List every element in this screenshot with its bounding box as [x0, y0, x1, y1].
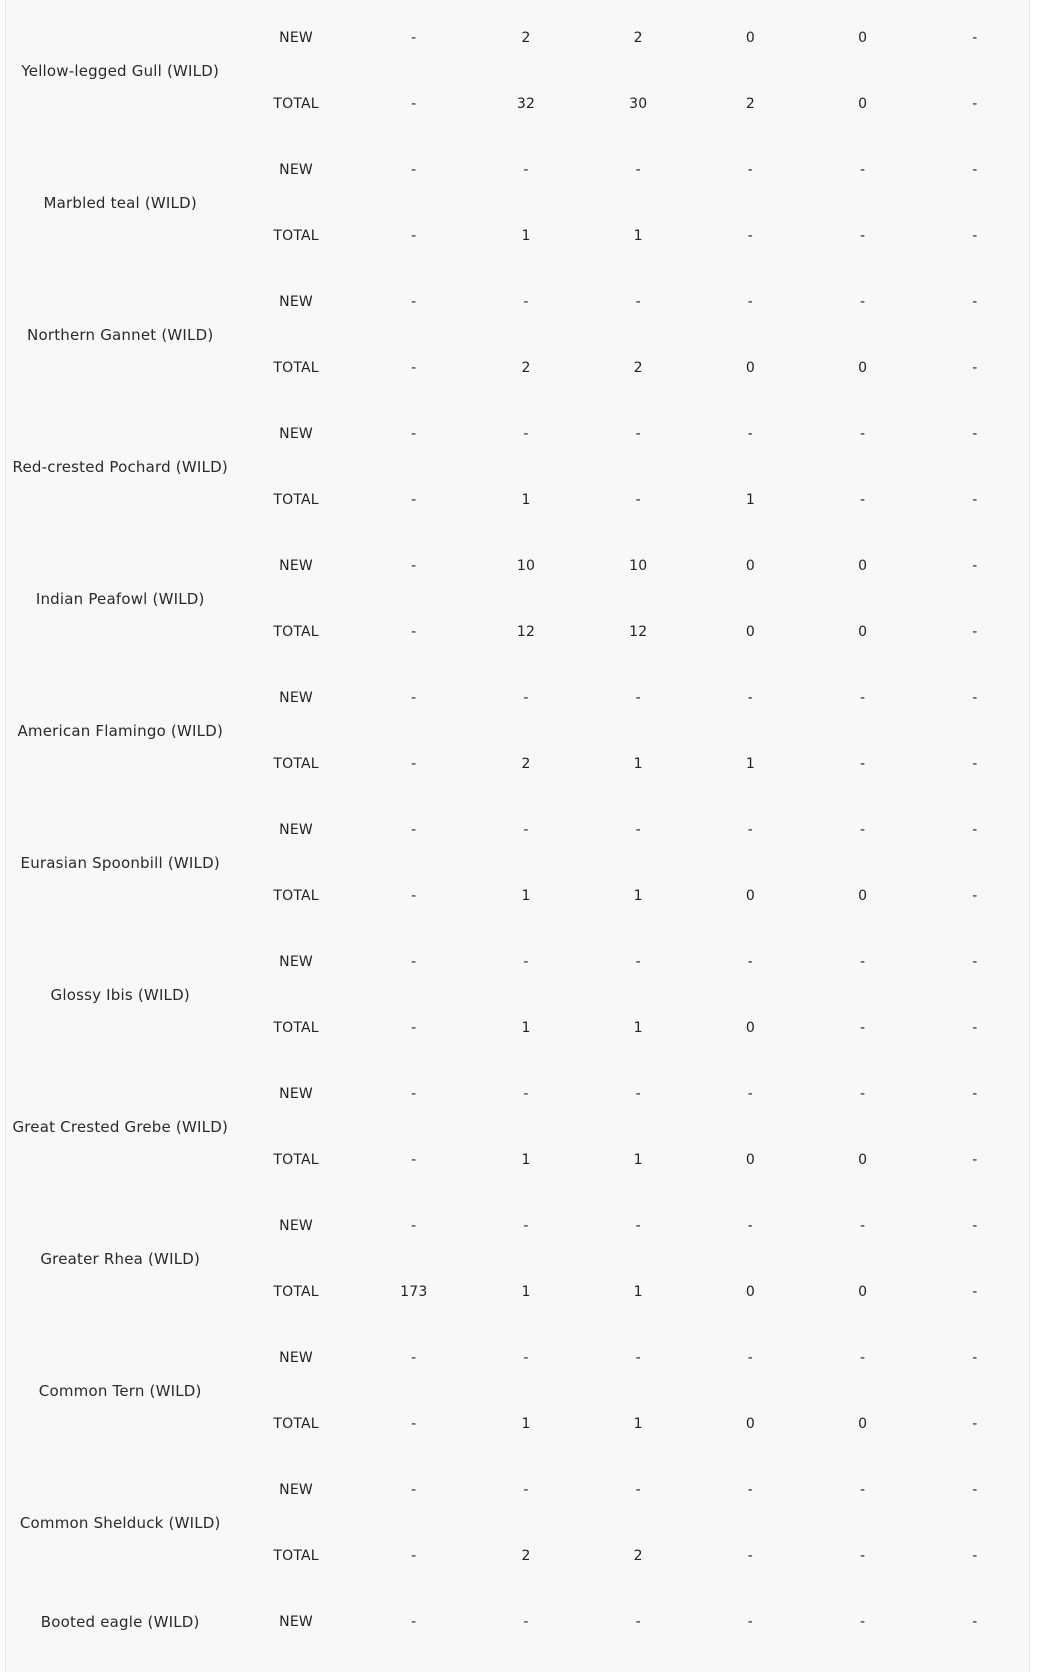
count-cell: 2 — [521, 30, 531, 46]
count-cell: 10 — [516, 558, 536, 574]
species-name: Common Shelduck (WILD) — [19, 1514, 221, 1532]
count-cell: - — [972, 492, 978, 508]
count-cell: 0 — [745, 888, 755, 904]
count-cell: 1 — [521, 1284, 531, 1300]
row-type-label: TOTAL — [273, 1152, 319, 1168]
count-cell: - — [523, 1350, 529, 1366]
count-cell: - — [747, 426, 754, 442]
count-cell: - — [635, 822, 641, 838]
count-cell: - — [411, 888, 417, 904]
count-cell: - — [635, 1482, 641, 1498]
count-cell: - — [972, 1218, 978, 1234]
count-cell: - — [747, 690, 754, 706]
count-cell: - — [635, 690, 641, 706]
count-cell: - — [411, 162, 417, 178]
count-cell: - — [411, 492, 417, 508]
count-cell: - — [972, 1020, 978, 1036]
count-cell: 0 — [858, 1284, 868, 1300]
count-cell: - — [972, 888, 978, 904]
count-cell: - — [860, 228, 866, 244]
count-cell: 0 — [745, 360, 755, 376]
count-cell: 0 — [745, 1284, 755, 1300]
table-row — [6, 5, 1031, 71]
count-cell: - — [635, 954, 641, 970]
species-name: Greater Rhea (WILD) — [40, 1250, 201, 1268]
count-cell: - — [411, 558, 417, 574]
row-type-label: TOTAL — [273, 96, 319, 112]
count-cell: - — [972, 822, 978, 838]
table-row — [6, 797, 1031, 863]
count-cell: 1 — [633, 1020, 643, 1036]
count-cell: - — [411, 1020, 417, 1036]
count-cell: 0 — [745, 624, 755, 640]
count-cell: 1 — [521, 1020, 531, 1036]
table-row — [6, 1325, 1031, 1391]
count-cell: 2 — [633, 1548, 643, 1564]
count-cell: - — [972, 162, 978, 178]
count-cell: 1 — [745, 492, 755, 508]
count-cell: - — [747, 1350, 754, 1366]
count-cell: - — [411, 1086, 417, 1102]
count-cell: - — [747, 162, 754, 178]
count-cell: 1 — [633, 1152, 643, 1168]
count-cell: - — [635, 426, 641, 442]
count-cell: - — [411, 96, 417, 112]
count-cell: - — [972, 1284, 978, 1300]
count-cell: - — [411, 822, 417, 838]
count-cell: - — [860, 690, 866, 706]
table-row — [6, 1193, 1031, 1259]
count-cell: 2 — [521, 1548, 531, 1564]
count-cell: - — [972, 1350, 978, 1366]
count-cell: 0 — [745, 30, 755, 46]
row-type-label: TOTAL — [273, 624, 319, 640]
count-cell: 173 — [400, 1284, 428, 1300]
count-cell: 0 — [858, 888, 868, 904]
species-name: Great Crested Grebe (WILD) — [12, 1118, 228, 1136]
count-cell: - — [411, 30, 417, 46]
table-row — [6, 137, 1031, 203]
count-cell: - — [411, 954, 417, 970]
count-cell: - — [411, 228, 417, 244]
table-row — [6, 401, 1031, 467]
count-cell: 0 — [858, 1152, 868, 1168]
count-cell: - — [860, 492, 866, 508]
row-type-label: TOTAL — [273, 1284, 319, 1300]
row-type-label: TOTAL — [273, 1020, 319, 1036]
count-cell: 1 — [521, 888, 531, 904]
species-name: Booted eagle (WILD) — [40, 1613, 200, 1631]
count-cell: - — [411, 756, 417, 772]
species-name: American Flamingo (WILD) — [17, 722, 223, 740]
count-cell: - — [635, 492, 641, 508]
count-cell: - — [523, 1086, 529, 1102]
species-name: Eurasian Spoonbill (WILD) — [20, 854, 220, 872]
count-cell: - — [635, 1350, 641, 1366]
table-row — [6, 665, 1031, 731]
count-cell: - — [411, 1614, 417, 1630]
count-cell: - — [972, 360, 978, 376]
count-cell: 2 — [745, 96, 755, 112]
row-type-label: TOTAL — [273, 756, 319, 772]
row-type-label: TOTAL — [273, 492, 319, 508]
count-cell: 2 — [521, 756, 531, 772]
count-cell: - — [411, 1218, 417, 1234]
table-row — [6, 1457, 1031, 1523]
species-name: Glossy Ibis (WILD) — [50, 986, 190, 1004]
count-cell: 1 — [521, 492, 531, 508]
count-cell: 1 — [633, 1284, 643, 1300]
count-cell: - — [972, 624, 978, 640]
table-row — [6, 533, 1031, 599]
count-cell: - — [972, 426, 978, 442]
count-cell: - — [523, 1482, 529, 1498]
count-cell: 0 — [745, 558, 755, 574]
species-name: Red-crested Pochard (WILD) — [12, 458, 228, 476]
count-cell: - — [972, 1548, 978, 1564]
count-cell: - — [411, 1482, 417, 1498]
count-cell: - — [523, 1218, 529, 1234]
count-cell: - — [523, 1614, 529, 1630]
count-cell: 0 — [745, 1152, 755, 1168]
count-cell: - — [411, 1548, 417, 1564]
count-cell: - — [523, 690, 529, 706]
count-cell: 0 — [745, 1020, 755, 1036]
count-cell: - — [411, 1350, 417, 1366]
count-cell: 1 — [521, 1416, 531, 1432]
count-cell: - — [411, 294, 417, 310]
count-cell: - — [972, 690, 978, 706]
count-cell: 0 — [858, 30, 868, 46]
count-cell: - — [972, 96, 978, 112]
count-cell: - — [747, 822, 754, 838]
count-cell: - — [523, 294, 529, 310]
row-type-label: NEW — [279, 1086, 313, 1102]
count-cell: 0 — [858, 360, 868, 376]
count-cell: - — [411, 426, 417, 442]
count-cell: - — [635, 1614, 641, 1630]
count-cell: - — [860, 1086, 866, 1102]
count-cell: - — [860, 1482, 866, 1498]
count-cell: - — [860, 162, 866, 178]
row-type-label: TOTAL — [273, 1548, 319, 1564]
count-cell: - — [411, 1152, 417, 1168]
row-type-label: NEW — [279, 690, 313, 706]
row-type-label: NEW — [279, 558, 313, 574]
count-cell: - — [972, 1482, 978, 1498]
count-cell: - — [635, 294, 641, 310]
count-cell: - — [635, 1218, 641, 1234]
count-cell: - — [635, 1086, 641, 1102]
row-type-label: NEW — [279, 1218, 313, 1234]
count-cell: 30 — [629, 96, 648, 112]
count-cell: - — [411, 360, 417, 376]
count-cell: - — [972, 1614, 978, 1630]
count-cell: - — [860, 954, 866, 970]
count-cell: - — [747, 1086, 754, 1102]
count-cell: - — [860, 1548, 866, 1564]
count-cell: - — [747, 1218, 754, 1234]
count-cell: 10 — [629, 558, 648, 574]
table-body — [6, 5, 1031, 1655]
row-type-label: TOTAL — [273, 228, 319, 244]
species-name: Marbled teal (WILD) — [43, 194, 197, 212]
count-cell: 1 — [633, 756, 643, 772]
count-cell: - — [747, 954, 754, 970]
row-type-label: NEW — [279, 426, 313, 442]
count-cell: - — [972, 30, 978, 46]
count-cell: 1 — [521, 1152, 531, 1168]
count-cell: - — [972, 228, 978, 244]
count-cell: - — [860, 1020, 866, 1036]
count-cell: - — [972, 954, 978, 970]
row-type-label: TOTAL — [273, 888, 319, 904]
count-cell: - — [635, 162, 641, 178]
row-type-label: NEW — [279, 1614, 313, 1630]
bird-statistics-table — [6, 5, 1031, 1655]
count-cell: 2 — [521, 360, 531, 376]
count-cell: - — [747, 294, 754, 310]
count-cell: - — [860, 1350, 866, 1366]
count-cell: - — [523, 162, 529, 178]
count-cell: - — [972, 1086, 978, 1102]
count-cell: - — [972, 1152, 978, 1168]
count-cell: - — [860, 1614, 866, 1630]
count-cell: 0 — [858, 558, 868, 574]
count-cell: - — [860, 1218, 866, 1234]
table-row — [6, 1589, 1031, 1655]
row-type-label: NEW — [279, 1482, 313, 1498]
count-cell: 1 — [521, 228, 531, 244]
species-name: Common Tern (WILD) — [38, 1382, 202, 1400]
count-cell: - — [860, 426, 866, 442]
bird-statistics-panel — [5, 0, 1030, 1672]
table-row — [6, 929, 1031, 995]
count-cell: 0 — [858, 624, 868, 640]
count-cell: 0 — [858, 1416, 868, 1432]
table-row — [6, 269, 1031, 335]
count-cell: 1 — [633, 888, 643, 904]
count-cell: 1 — [633, 1416, 643, 1432]
count-cell: - — [747, 1548, 754, 1564]
table-row — [6, 1061, 1031, 1127]
count-cell: - — [860, 294, 866, 310]
count-cell: - — [972, 294, 978, 310]
count-cell: - — [523, 954, 529, 970]
count-cell: - — [411, 1416, 417, 1432]
count-cell: 0 — [745, 1416, 755, 1432]
row-type-label: NEW — [279, 294, 313, 310]
row-type-label: NEW — [279, 162, 313, 178]
count-cell: - — [523, 426, 529, 442]
row-type-label: NEW — [279, 30, 313, 46]
count-cell: - — [411, 624, 417, 640]
count-cell: - — [747, 1482, 754, 1498]
count-cell: 12 — [516, 624, 536, 640]
count-cell: - — [972, 1416, 978, 1432]
count-cell: 2 — [633, 360, 643, 376]
count-cell: - — [747, 1614, 754, 1630]
count-cell: - — [972, 756, 978, 772]
count-cell: 12 — [629, 624, 648, 640]
count-cell: - — [747, 228, 754, 244]
count-cell: 1 — [745, 756, 755, 772]
row-type-label: TOTAL — [273, 360, 319, 376]
row-type-label: NEW — [279, 822, 313, 838]
row-type-label: NEW — [279, 954, 313, 970]
row-type-label: NEW — [279, 1350, 313, 1366]
count-cell: - — [860, 822, 866, 838]
count-cell: - — [860, 756, 866, 772]
count-cell: 2 — [633, 30, 643, 46]
count-cell: - — [411, 690, 417, 706]
count-cell: - — [972, 558, 978, 574]
species-name: Indian Peafowl (WILD) — [35, 590, 205, 608]
count-cell: - — [523, 822, 529, 838]
count-cell: 32 — [516, 96, 536, 112]
species-name: Yellow-legged Gull (WILD) — [21, 62, 220, 80]
count-cell: 0 — [858, 96, 868, 112]
count-cell: 1 — [633, 228, 643, 244]
row-type-label: TOTAL — [273, 1416, 319, 1432]
species-name: Northern Gannet (WILD) — [27, 326, 214, 344]
